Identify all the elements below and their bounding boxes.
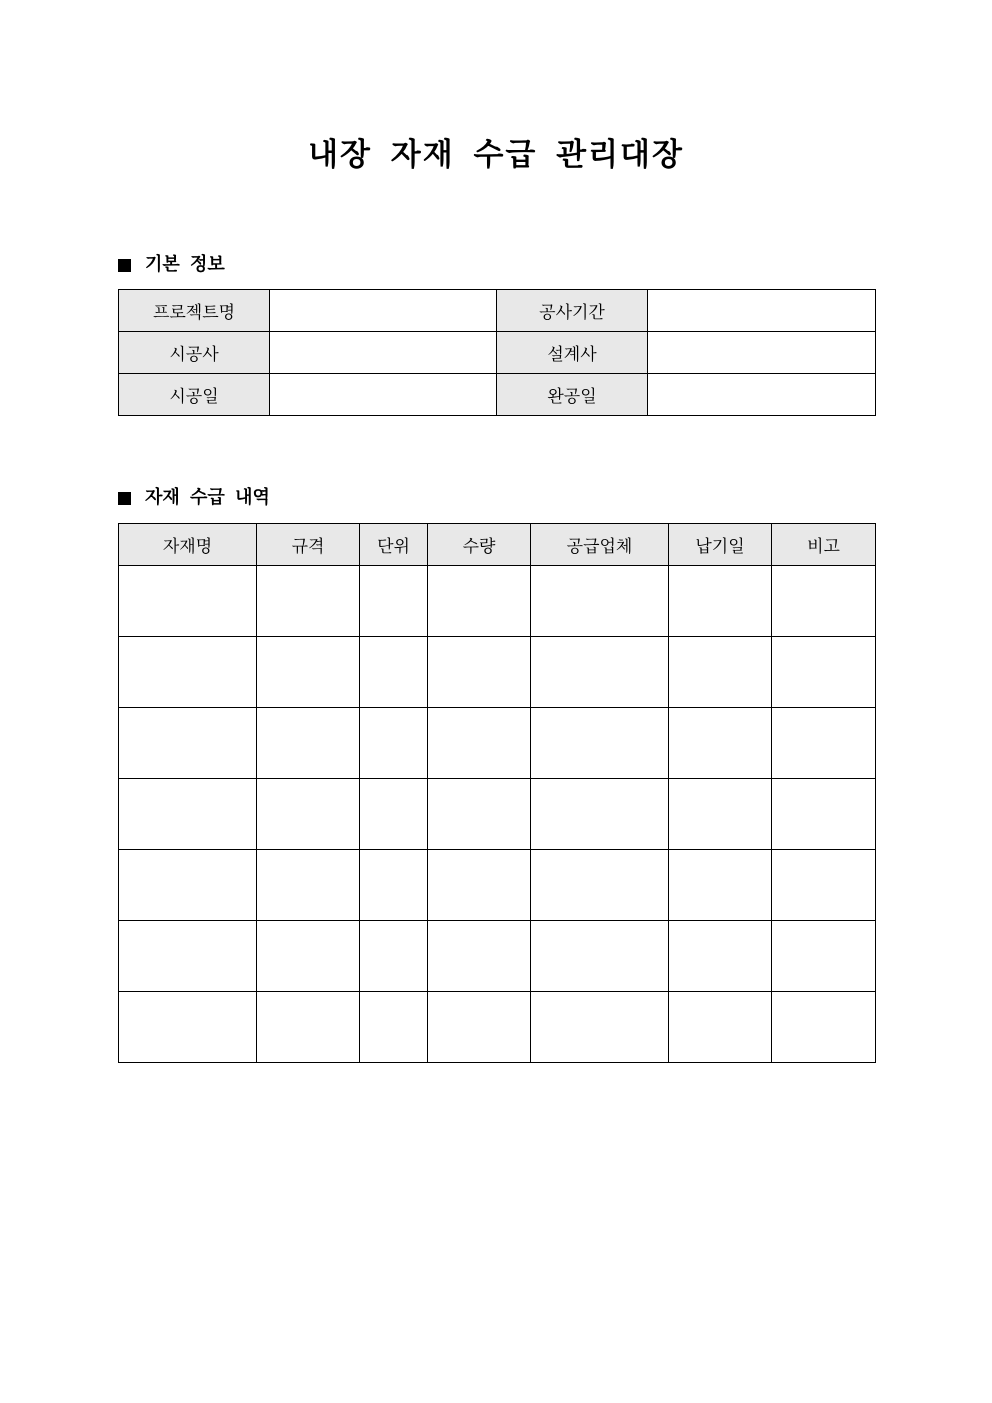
- square-bullet-icon: [118, 492, 131, 505]
- delivery-date-cell[interactable]: [669, 779, 772, 850]
- basic-info-table: [118, 289, 876, 416]
- spec-cell[interactable]: [257, 850, 360, 921]
- column-header-spec: 규격: [257, 524, 360, 566]
- completion-date-label: 완공일: [497, 374, 648, 416]
- quantity-cell[interactable]: [428, 708, 531, 779]
- supplier-cell[interactable]: [531, 850, 669, 921]
- material-name-cell[interactable]: [119, 992, 257, 1063]
- basic-info-row: [119, 332, 876, 374]
- quantity-cell[interactable]: [428, 566, 531, 637]
- column-header-quantity: 수량: [428, 524, 531, 566]
- unit-cell[interactable]: [360, 779, 428, 850]
- project-name-field[interactable]: [270, 290, 497, 332]
- table-row: [119, 779, 876, 850]
- contractor-label: 시공사: [119, 332, 270, 374]
- designer-label: 설계사: [497, 332, 648, 374]
- supplier-cell[interactable]: [531, 992, 669, 1063]
- delivery-date-cell[interactable]: [669, 921, 772, 992]
- quantity-cell[interactable]: [428, 850, 531, 921]
- supplier-cell[interactable]: [531, 921, 669, 992]
- basic-info-row: [119, 290, 876, 332]
- material-name-cell[interactable]: [119, 566, 257, 637]
- supply-header-row: [119, 524, 876, 566]
- material-name-cell[interactable]: [119, 850, 257, 921]
- supply-heading: [118, 486, 270, 510]
- contractor-field[interactable]: [270, 332, 497, 374]
- remarks-cell[interactable]: [772, 850, 876, 921]
- supplier-cell[interactable]: [531, 566, 669, 637]
- delivery-date-cell[interactable]: [669, 992, 772, 1063]
- spec-cell[interactable]: [257, 921, 360, 992]
- table-row: [119, 921, 876, 992]
- table-row: [119, 708, 876, 779]
- unit-cell[interactable]: [360, 566, 428, 637]
- remarks-cell[interactable]: [772, 637, 876, 708]
- unit-cell[interactable]: [360, 992, 428, 1063]
- start-date-field[interactable]: [270, 374, 497, 416]
- square-bullet-icon: [118, 259, 131, 272]
- basic-info-heading: [118, 253, 225, 277]
- unit-cell[interactable]: [360, 850, 428, 921]
- quantity-cell[interactable]: [428, 779, 531, 850]
- unit-cell[interactable]: [360, 708, 428, 779]
- table-row: [119, 992, 876, 1063]
- construction-period-field[interactable]: [648, 290, 876, 332]
- unit-cell[interactable]: [360, 637, 428, 708]
- material-name-cell[interactable]: [119, 637, 257, 708]
- column-header-material-name: 자재명: [119, 524, 257, 566]
- column-header-delivery-date: 납기일: [669, 524, 772, 566]
- construction-period-label: 공사기간: [497, 290, 648, 332]
- table-row: [119, 850, 876, 921]
- spec-cell[interactable]: [257, 566, 360, 637]
- material-name-cell[interactable]: [119, 708, 257, 779]
- quantity-cell[interactable]: [428, 637, 531, 708]
- project-name-label: 프로젝트명: [119, 290, 270, 332]
- supplier-cell[interactable]: [531, 637, 669, 708]
- spec-cell[interactable]: [257, 992, 360, 1063]
- remarks-cell[interactable]: [772, 708, 876, 779]
- table-row: [119, 637, 876, 708]
- spec-cell[interactable]: [257, 708, 360, 779]
- supply-heading-text: 자재 수급 내역: [145, 487, 270, 508]
- completion-date-field[interactable]: [648, 374, 876, 416]
- spec-cell[interactable]: [257, 637, 360, 708]
- column-header-supplier: 공급업체: [531, 524, 669, 566]
- designer-field[interactable]: [648, 332, 876, 374]
- remarks-cell[interactable]: [772, 779, 876, 850]
- supplier-cell[interactable]: [531, 779, 669, 850]
- spec-cell[interactable]: [257, 779, 360, 850]
- unit-cell[interactable]: [360, 921, 428, 992]
- delivery-date-cell[interactable]: [669, 637, 772, 708]
- start-date-label: 시공일: [119, 374, 270, 416]
- basic-info-heading-text: 기본 정보: [145, 254, 225, 275]
- delivery-date-cell[interactable]: [669, 566, 772, 637]
- basic-info-row: [119, 374, 876, 416]
- document-title: 내장 자재 수급 관리대장: [308, 137, 684, 173]
- material-name-cell[interactable]: [119, 921, 257, 992]
- delivery-date-cell[interactable]: [669, 708, 772, 779]
- quantity-cell[interactable]: [428, 992, 531, 1063]
- column-header-remarks: 비고: [772, 524, 876, 566]
- quantity-cell[interactable]: [428, 921, 531, 992]
- supply-table: [118, 523, 876, 1063]
- remarks-cell[interactable]: [772, 921, 876, 992]
- supplier-cell[interactable]: [531, 708, 669, 779]
- material-name-cell[interactable]: [119, 779, 257, 850]
- remarks-cell[interactable]: [772, 566, 876, 637]
- delivery-date-cell[interactable]: [669, 850, 772, 921]
- table-row: [119, 566, 876, 637]
- remarks-cell[interactable]: [772, 992, 876, 1063]
- column-header-unit: 단위: [360, 524, 428, 566]
